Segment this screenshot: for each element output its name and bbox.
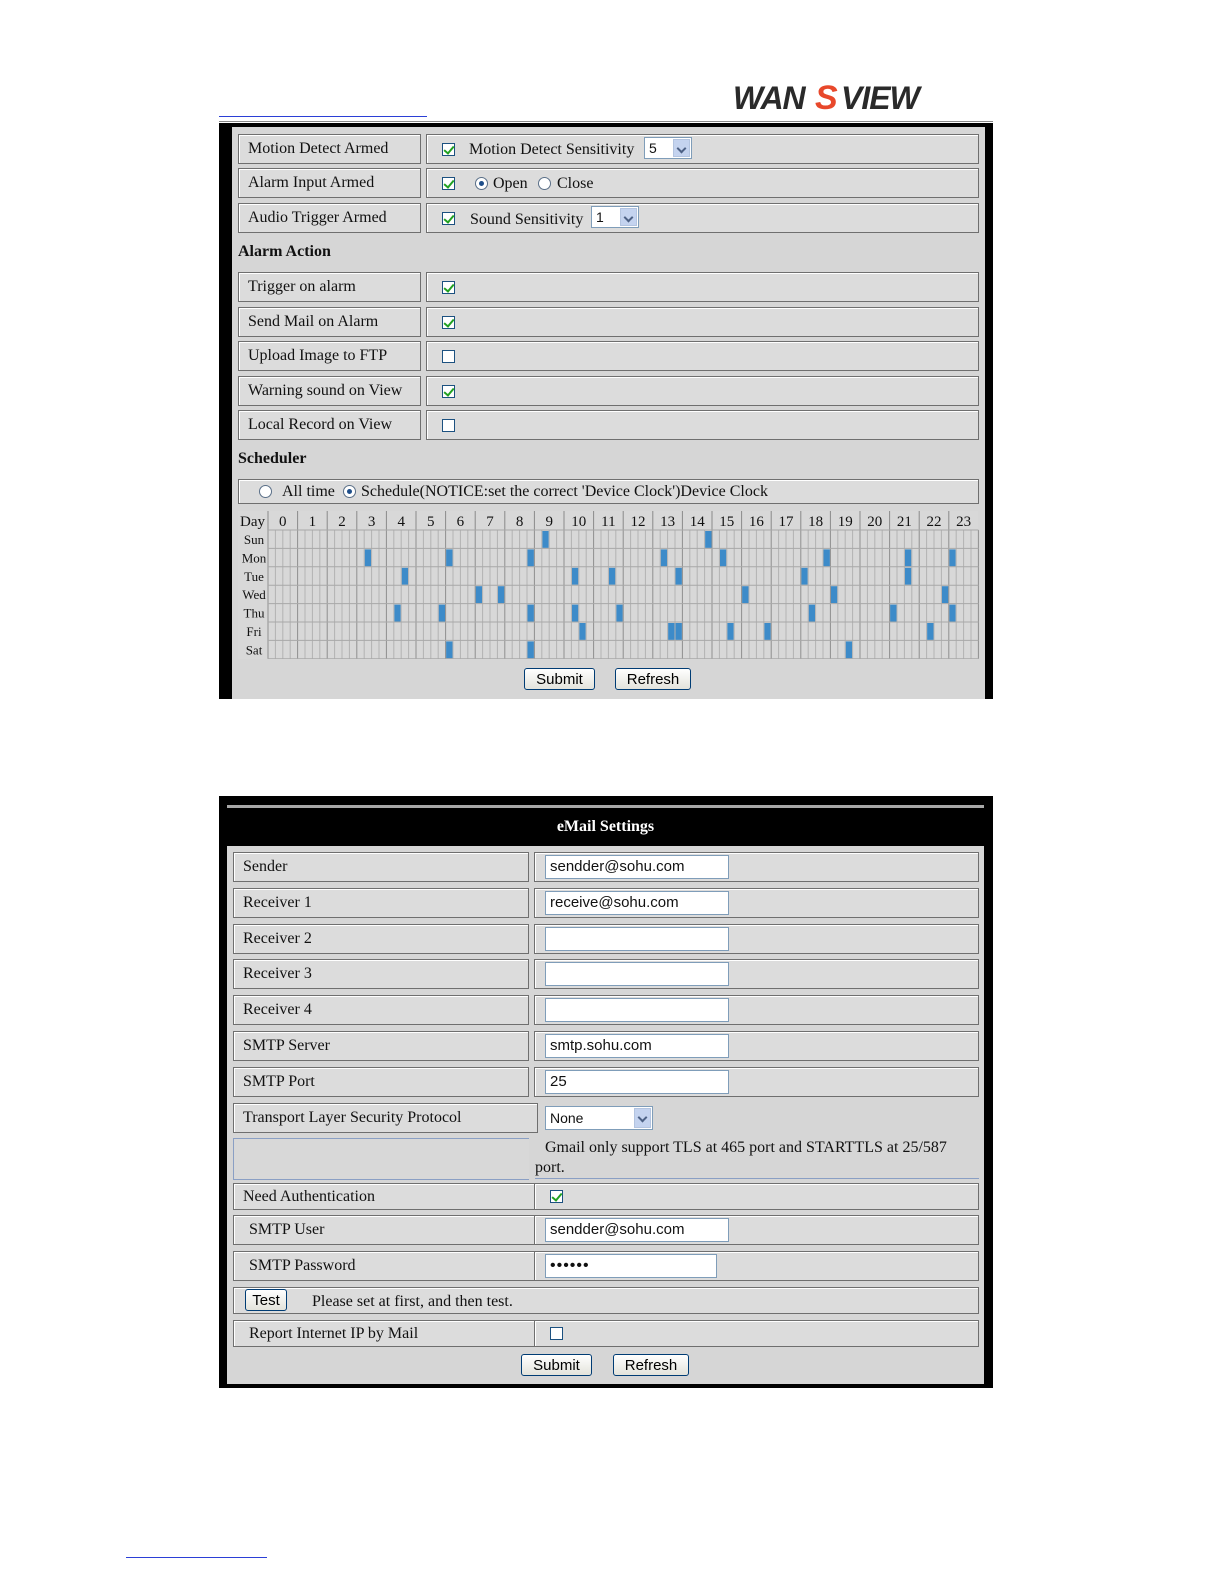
alarm-action-heading: Alarm Action bbox=[238, 243, 331, 260]
email-submit-button[interactable]: Submit bbox=[521, 1354, 592, 1376]
alarm-action-checkbox[interactable] bbox=[442, 316, 455, 329]
grid-selected-slot[interactable] bbox=[720, 549, 726, 566]
audio-trigger-field bbox=[426, 203, 979, 233]
grid-day-label: Thu bbox=[243, 605, 265, 621]
grid-selected-slot[interactable] bbox=[542, 531, 548, 548]
grid-selected-slot[interactable] bbox=[846, 641, 852, 658]
radio-close[interactable] bbox=[538, 177, 551, 190]
schedule-grid bbox=[238, 511, 979, 659]
grid-selected-slot[interactable] bbox=[942, 586, 948, 603]
tls-value: None bbox=[550, 1110, 584, 1126]
motion-detect-field bbox=[426, 134, 979, 164]
email-field-cell bbox=[534, 995, 979, 1025]
email-field-label: SMTP Port bbox=[233, 1067, 529, 1097]
grid-hour-label: 1 bbox=[308, 514, 317, 530]
grid-selected-slot[interactable] bbox=[949, 605, 955, 622]
grid-hour-label: 3 bbox=[367, 514, 376, 530]
grid-day-label: Sun bbox=[243, 532, 265, 547]
grid-selected-slot[interactable] bbox=[949, 549, 955, 566]
grid-selected-slot[interactable] bbox=[446, 549, 452, 566]
grid-selected-slot[interactable] bbox=[809, 605, 815, 622]
grid-selected-slot[interactable] bbox=[616, 605, 622, 622]
email-field-input[interactable] bbox=[545, 962, 729, 986]
grid-selected-slot[interactable] bbox=[905, 549, 911, 566]
grid-day-header: Day bbox=[240, 514, 265, 530]
alarm-action-field bbox=[426, 376, 979, 406]
grid-hour-label: 12 bbox=[630, 514, 646, 530]
sound-sensitivity-select[interactable] bbox=[591, 206, 639, 228]
grid-hour-label: 16 bbox=[748, 514, 764, 530]
svg-text:S: S bbox=[815, 79, 838, 116]
tls-label: Transport Layer Security Protocol bbox=[233, 1103, 538, 1133]
email-field-input[interactable]: receive@sohu.com bbox=[545, 891, 729, 915]
report-ip-checkbox[interactable] bbox=[550, 1327, 563, 1340]
smtp-user-label: SMTP User bbox=[233, 1215, 538, 1245]
smtp-password-input[interactable]: •••••• bbox=[545, 1254, 717, 1278]
tls-note-spacer bbox=[233, 1138, 529, 1180]
header-underline bbox=[219, 116, 427, 117]
smtp-password-field bbox=[534, 1251, 979, 1281]
audio-trigger-checkbox[interactable] bbox=[442, 212, 455, 225]
grid-selected-slot[interactable] bbox=[831, 586, 837, 603]
sound-sensitivity-label: Sound Sensitivity bbox=[470, 211, 584, 228]
email-field-cell bbox=[534, 1067, 979, 1097]
radio-all-time[interactable] bbox=[259, 485, 272, 498]
email-field-label: Receiver 2 bbox=[233, 924, 529, 954]
test-button[interactable]: Test bbox=[245, 1289, 287, 1311]
grid-hour-label: 2 bbox=[338, 514, 346, 530]
email-field-cell bbox=[534, 1031, 979, 1061]
grid-hour-label: 0 bbox=[279, 514, 287, 530]
alarm-action-label: Warning sound on View bbox=[238, 376, 421, 406]
alarm-action-label: Trigger on alarm bbox=[238, 272, 421, 302]
email-field-input[interactable] bbox=[545, 998, 729, 1022]
email-field-label: Receiver 4 bbox=[233, 995, 529, 1025]
report-ip-field bbox=[534, 1320, 979, 1347]
grid-selected-slot[interactable] bbox=[661, 549, 667, 566]
grid-selected-slot[interactable] bbox=[572, 568, 578, 585]
grid-selected-slot[interactable] bbox=[668, 623, 674, 640]
grid-selected-slot[interactable] bbox=[365, 549, 371, 566]
grid-selected-slot[interactable] bbox=[402, 568, 408, 585]
motion-sensitivity-label: Motion Detect Sensitivity bbox=[469, 141, 635, 158]
grid-selected-slot[interactable] bbox=[824, 549, 830, 566]
grid-selected-slot[interactable] bbox=[705, 531, 711, 548]
header-rule bbox=[219, 121, 993, 122]
email-panel-top-rule bbox=[227, 805, 984, 808]
radio-open[interactable] bbox=[475, 177, 488, 190]
footer-underline bbox=[126, 1557, 267, 1558]
grid-hour-label: 23 bbox=[956, 514, 972, 530]
grid-selected-slot[interactable] bbox=[446, 641, 452, 658]
need-auth-checkbox[interactable] bbox=[550, 1190, 563, 1203]
grid-day-label: Fri bbox=[246, 624, 262, 639]
grid-hour-label: 18 bbox=[808, 514, 824, 530]
sound-sensitivity-value: 1 bbox=[596, 209, 604, 225]
alarm-input-checkbox[interactable] bbox=[442, 177, 455, 190]
grid-hour-label: 17 bbox=[778, 514, 794, 530]
alarm-action-label: Local Record on View bbox=[238, 410, 421, 440]
grid-selected-slot[interactable] bbox=[528, 641, 534, 658]
grid-selected-slot[interactable] bbox=[676, 623, 682, 640]
email-refresh-button[interactable]: Refresh bbox=[613, 1354, 689, 1376]
grid-hour-label: 9 bbox=[545, 514, 553, 530]
motion-sensitivity-value: 5 bbox=[649, 140, 657, 156]
tls-note: Gmail only support TLS at 465 port and STARTTLS at 25/587 port. bbox=[535, 1138, 979, 1179]
grid-selected-slot[interactable] bbox=[476, 586, 482, 603]
email-field-label: Receiver 1 bbox=[233, 888, 529, 918]
alarm-action-field bbox=[426, 307, 979, 337]
alarm-action-field bbox=[426, 410, 979, 440]
smtp-user-field bbox=[534, 1215, 979, 1245]
smtp-password-label: SMTP Password bbox=[233, 1251, 538, 1281]
radio-schedule[interactable] bbox=[343, 485, 356, 498]
grid-hour-label: 20 bbox=[867, 514, 883, 530]
chevron-down-icon bbox=[673, 139, 690, 157]
email-field-cell bbox=[534, 924, 979, 954]
grid-selected-slot[interactable] bbox=[742, 586, 748, 603]
tls-select[interactable] bbox=[545, 1106, 653, 1130]
grid-selected-slot[interactable] bbox=[609, 568, 615, 585]
grid-selected-slot[interactable] bbox=[727, 623, 733, 640]
grid-selected-slot[interactable] bbox=[528, 605, 534, 622]
email-field-cell bbox=[534, 852, 979, 882]
test-note: Please set at first, and then test. bbox=[312, 1293, 513, 1310]
motion-detect-checkbox[interactable] bbox=[442, 143, 455, 156]
motion-sensitivity-select[interactable] bbox=[644, 137, 692, 159]
email-field-cell bbox=[534, 959, 979, 989]
smtp-user-input[interactable]: sendder@sohu.com bbox=[545, 1218, 729, 1242]
scheduler-mode-field bbox=[238, 479, 979, 504]
alarm-action-checkbox[interactable] bbox=[442, 385, 455, 398]
grid-hour-label: 13 bbox=[660, 514, 676, 530]
email-field-cell bbox=[534, 888, 979, 918]
email-field-label: Receiver 3 bbox=[233, 959, 529, 989]
grid-hour-label: 21 bbox=[896, 514, 912, 530]
grid-selected-slot[interactable] bbox=[498, 586, 504, 603]
grid-selected-slot[interactable] bbox=[439, 605, 445, 622]
email-settings-title: eMail Settings bbox=[556, 818, 655, 835]
alarm-action-label: Send Mail on Alarm bbox=[238, 307, 421, 337]
alarm-action-checkbox[interactable] bbox=[442, 419, 455, 432]
email-field-input[interactable] bbox=[545, 927, 729, 951]
grid-selected-slot[interactable] bbox=[579, 623, 585, 640]
report-ip-label: Report Internet IP by Mail bbox=[233, 1320, 538, 1347]
email-field-input[interactable]: 25 bbox=[545, 1070, 729, 1094]
grid-selected-slot[interactable] bbox=[394, 605, 400, 622]
grid-hour-label: 5 bbox=[427, 514, 435, 530]
scheduler-heading: Scheduler bbox=[238, 450, 307, 467]
grid-hour-label: 8 bbox=[515, 514, 524, 530]
svg-text:WAN: WAN bbox=[733, 80, 805, 116]
grid-selected-slot[interactable] bbox=[927, 623, 933, 640]
audio-trigger-label: Audio Trigger Armed bbox=[238, 203, 421, 233]
radio-schedule-label: Schedule(NOTICE:set the correct 'Device Clock')Device Clock bbox=[361, 483, 768, 500]
need-auth-field bbox=[534, 1183, 979, 1210]
alarm-action-field bbox=[426, 341, 979, 371]
alarm-action-checkbox[interactable] bbox=[442, 281, 455, 294]
grid-hour-label: 4 bbox=[397, 514, 405, 530]
grid-selected-slot[interactable] bbox=[764, 623, 770, 640]
radio-close-label: Close bbox=[557, 175, 594, 192]
email-field-label: SMTP Server bbox=[233, 1031, 529, 1061]
email-field-input[interactable]: sendder@sohu.com bbox=[545, 855, 729, 879]
grid-day-label: Mon bbox=[241, 550, 267, 566]
alarm-input-field bbox=[426, 168, 979, 198]
alarm-refresh-button[interactable]: Refresh bbox=[615, 668, 691, 690]
alarm-action-checkbox[interactable] bbox=[442, 350, 455, 363]
grid-hour-label: 6 bbox=[456, 514, 465, 530]
grid-selected-slot[interactable] bbox=[528, 549, 534, 566]
grid-selected-slot[interactable] bbox=[801, 568, 807, 585]
grid-selected-slot[interactable] bbox=[905, 568, 911, 585]
wansview-logo bbox=[733, 78, 965, 116]
alarm-action-field bbox=[426, 272, 979, 302]
motion-detect-label: Motion Detect Armed bbox=[238, 134, 421, 164]
grid-hour-label: 10 bbox=[571, 514, 587, 530]
chevron-down-icon bbox=[634, 1108, 651, 1128]
grid-selected-slot[interactable] bbox=[890, 605, 896, 622]
grid-day-label: Wed bbox=[242, 587, 266, 603]
grid-selected-slot[interactable] bbox=[572, 605, 578, 622]
alarm-input-label: Alarm Input Armed bbox=[238, 168, 421, 198]
need-auth-label: Need Authentication bbox=[233, 1183, 538, 1210]
grid-day-label: Sat bbox=[245, 642, 263, 658]
radio-open-label: Open bbox=[493, 175, 528, 192]
radio-all-time-label: All time bbox=[282, 483, 335, 500]
grid-hour-label: 19 bbox=[837, 514, 853, 530]
email-field-label: Sender bbox=[233, 852, 529, 882]
alarm-action-label: Upload Image to FTP bbox=[238, 341, 421, 371]
svg-text:VIEW: VIEW bbox=[841, 80, 919, 116]
test-field bbox=[233, 1287, 979, 1314]
grid-hour-label: 11 bbox=[601, 514, 616, 530]
alarm-submit-button[interactable]: Submit bbox=[524, 668, 595, 690]
grid-day-label: Tue bbox=[244, 568, 264, 584]
schedule-grid-lines[interactable] bbox=[238, 511, 979, 659]
grid-hour-label: 7 bbox=[486, 514, 494, 530]
grid-hour-label: 15 bbox=[719, 514, 735, 530]
grid-hour-label: 22 bbox=[926, 514, 942, 530]
chevron-down-icon bbox=[620, 208, 637, 226]
grid-selected-slot[interactable] bbox=[676, 568, 682, 585]
email-field-input[interactable]: smtp.sohu.com bbox=[545, 1034, 729, 1058]
grid-hour-label: 14 bbox=[689, 514, 705, 530]
